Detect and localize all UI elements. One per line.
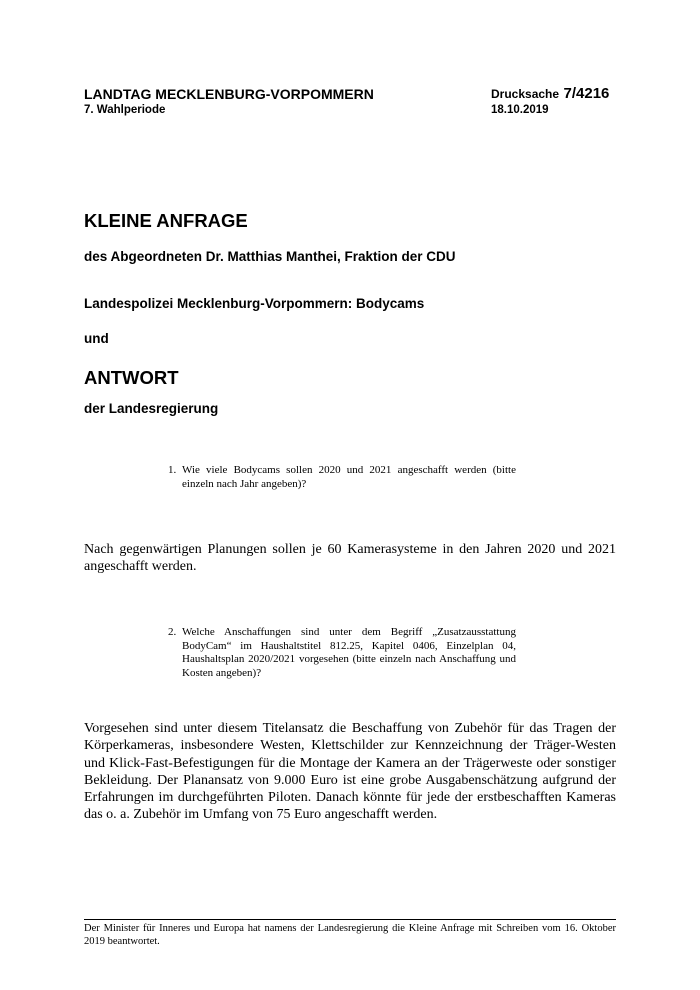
document-number-value: 7/4216 (563, 85, 610, 102)
document-number-label: Drucksache (491, 87, 560, 101)
question-2-number: 2. (168, 626, 177, 638)
question-1-number: 1. (168, 464, 177, 476)
footnote-divider (84, 919, 616, 920)
kleine-anfrage-heading: KLEINE ANFRAGE (84, 210, 248, 231)
und-line: und (84, 331, 109, 346)
question-2 (168, 626, 516, 681)
document-date: 18.10.2019 (491, 104, 549, 116)
question-2-text: Welche Anschaffungen sind unter dem Begriff „Zusatzausstattung BodyCam“ im Haushaltstitel 812.25, Kapitel 0406, Einzelplan 04, Haushaltsplan 2020/2021 vorgesehen (bitte einzeln nach Anschaffung und Kosten angeben)? (182, 626, 516, 680)
answer-2: Vorgesehen sind unter diesem Titelansatz die Beschaffung von Zubehör für das Tragen der Körperkameras, insbesondere Westen, Klettschilder zur Kennzeichnung der Träger-Westen und Klick-Fast-Befestigungen für die Montage der Kamera an der Trägerweste oder sonstiger Bekleidung. Der Planansatz von 9.000 Euro ist eine grobe Ausgabenschätzung aufgrund der Erfahrungen im durchgeführten Piloten. Danach könnte für jede der erstbeschafften Kameras das o. a. Zubehör im Umfang von 75 Euro angeschafft werden. (84, 721, 616, 823)
antwort-heading: ANTWORT (84, 367, 179, 388)
footnote: Der Minister für Inneres und Europa hat namens der Landesregierung die Kleine Anfrage mit Schreiben vom 16. Oktober 2019 beantwortet. (84, 923, 616, 948)
document-number (491, 85, 609, 103)
responder-line: der Landesregierung (84, 401, 219, 416)
author-line: des Abgeordneten Dr. Matthias Manthei, Fraktion der CDU (84, 249, 456, 264)
parliament-name: LANDTAG MECKLENBURG-VORPOMMERN (84, 86, 374, 102)
subject-line: Landespolizei Mecklenburg-Vorpommern: Bodycams (84, 296, 425, 311)
answer-1: Nach gegenwärtigen Planungen sollen je 60 Kamerasysteme in den Jahren 2020 und 2021 angeschafft werden. (84, 542, 616, 575)
question-1-text: Wie viele Bodycams sollen 2020 und 2021 angeschafft werden (bitte einzeln nach Jahr angeben)? (182, 464, 516, 490)
question-1 (168, 464, 516, 491)
legislative-period: 7. Wahlperiode (84, 104, 166, 116)
